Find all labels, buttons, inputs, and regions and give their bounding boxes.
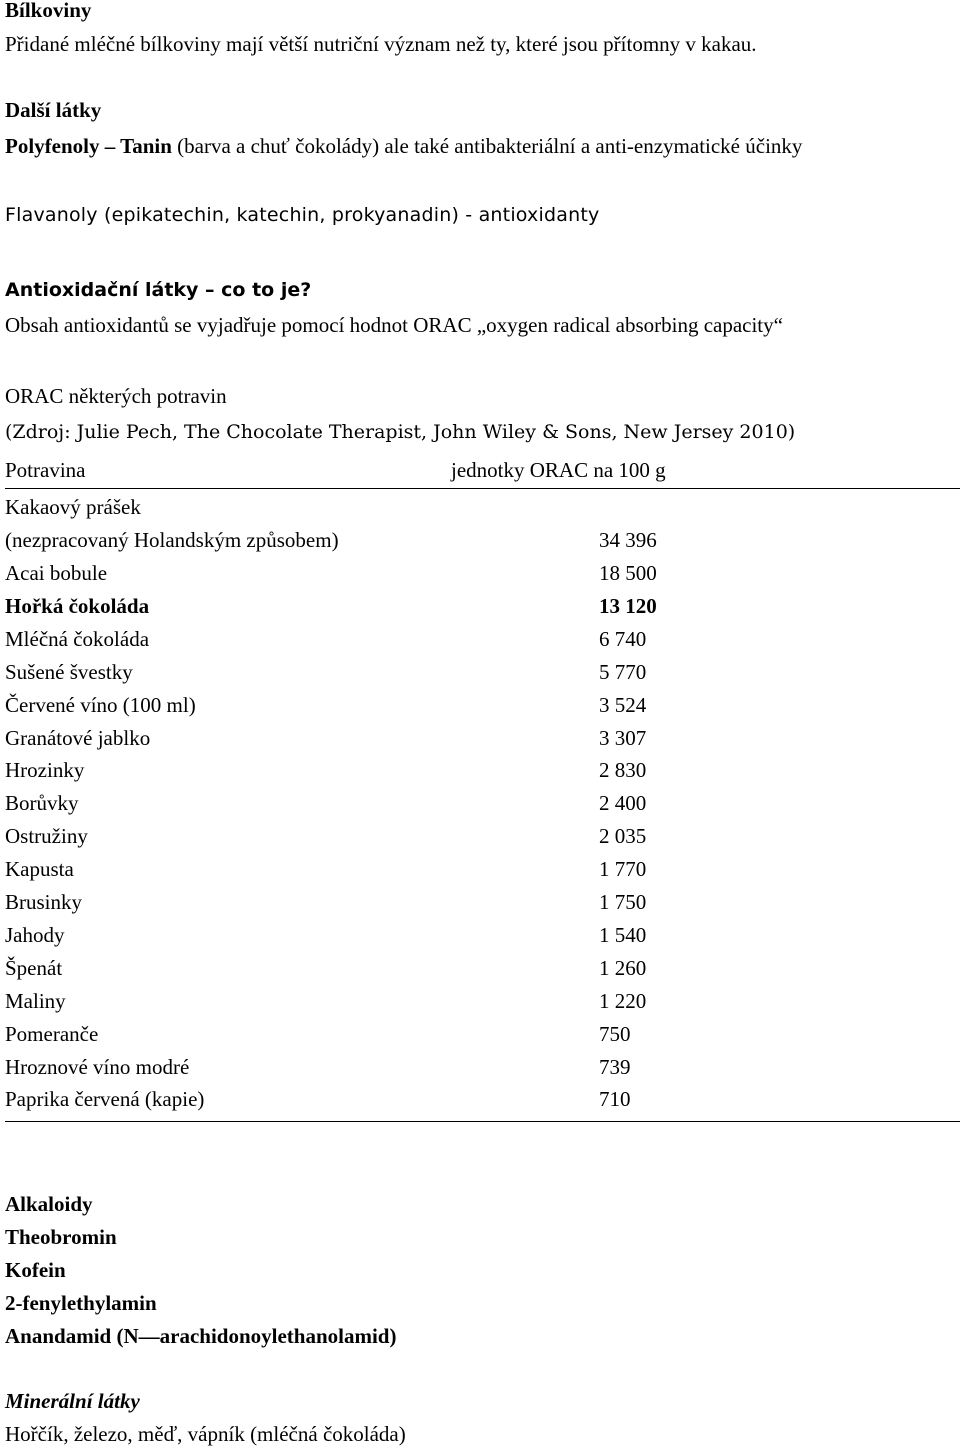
orac-value: 2 035 (599, 824, 647, 848)
alkaloids-heading: Alkaloidy (5, 1192, 93, 1216)
food-name: Špenát (5, 956, 63, 980)
food-name: Červené víno (100 ml) (5, 693, 196, 717)
table-row (5, 563, 955, 587)
food-name: Kapusta (5, 857, 74, 881)
first-row-food-line2: (nezpracovaný Holandským způsobem) (5, 528, 339, 552)
food-name: Granátové jablko (5, 726, 151, 750)
food-name: Hrozinky (5, 758, 85, 782)
proteins-heading: Bílkoviny (5, 0, 92, 22)
food-name: Pomeranče (5, 1022, 99, 1046)
first-row-value: 34 396 (599, 528, 657, 552)
food-name: Hořká čokoláda (5, 594, 150, 618)
table-row (5, 1057, 955, 1081)
orac-value: 739 (599, 1055, 631, 1079)
orac-value: 13 120 (599, 594, 657, 618)
orac-value: 1 750 (599, 890, 647, 914)
table-row (5, 892, 955, 916)
alkaloid-item: Theobromin (5, 1225, 117, 1249)
food-name: Paprika červená (kapie) (5, 1087, 205, 1111)
orac-source: (Zdroj: Julie Pech, The Chocolate Therapist, John Wiley & Sons, New Jersey 2010) (5, 421, 796, 443)
orac-value: 18 500 (599, 561, 657, 585)
table-row (5, 596, 955, 620)
orac-value: 5 770 (599, 660, 647, 684)
food-name: Borůvky (5, 791, 79, 815)
orac-value: 2 830 (599, 758, 647, 782)
table-header-rule (5, 488, 960, 489)
food-name: Acai bobule (5, 561, 108, 585)
polyphenols-line (5, 136, 802, 157)
alkaloid-item: Kofein (5, 1258, 66, 1282)
proteins-text: Přidané mléčné bílkoviny mají větší nutriční význam než ty, které jsou přítomny v kakau. (5, 32, 757, 56)
alkaloid-item: 2-fenylethylamin (5, 1291, 157, 1315)
table-row (5, 629, 955, 653)
table-row (5, 859, 955, 883)
table-row (5, 991, 955, 1015)
orac-value: 1 220 (599, 989, 647, 1013)
orac-heading: ORAC některých potravin (5, 384, 227, 408)
antioxidants-heading: Antioxidační látky – co to je? (5, 279, 312, 301)
other-substances-heading: Další látky (5, 98, 102, 122)
table-row (5, 530, 955, 554)
alkaloid-item: Anandamid (N—arachidonoylethanolamid) (5, 1324, 397, 1348)
orac-value: 1 260 (599, 956, 647, 980)
orac-value: 3 524 (599, 693, 647, 717)
minerals-heading: Minerální látky (5, 1389, 140, 1413)
food-name: Hroznové víno modré (5, 1055, 190, 1079)
table-row (5, 1089, 955, 1113)
orac-value: 2 400 (599, 791, 647, 815)
antioxidants-text: Obsah antioxidantů se vyjadřuje pomocí hodnot ORAC „oxygen radical absorbing capacity“ (5, 313, 783, 337)
table-row (5, 662, 955, 686)
table-row (5, 793, 955, 817)
orac-value: 750 (599, 1022, 631, 1046)
table-row (5, 695, 955, 719)
orac-value: 1 540 (599, 923, 647, 947)
table-row (5, 826, 955, 850)
food-name: Ostružiny (5, 824, 88, 848)
table-row (5, 925, 955, 949)
polyphenols-label: Polyfenoly – Tanin (5, 134, 172, 158)
food-name: Jahody (5, 923, 65, 947)
table-bottom-rule (5, 1121, 960, 1122)
food-name: Brusinky (5, 890, 83, 914)
orac-value: 710 (599, 1087, 631, 1111)
first-row-food-line1: Kakaový prášek (5, 495, 141, 519)
table-row (5, 728, 955, 752)
orac-table-header (5, 460, 955, 484)
polyphenols-text: (barva a chuť čokolády) ale také antibakteriální a anti-enzymatické účinky (171, 134, 803, 158)
orac-value: 1 770 (599, 857, 647, 881)
table-row (5, 760, 955, 784)
food-name: Maliny (5, 989, 66, 1013)
table-row (5, 1024, 955, 1048)
orac-value: 6 740 (599, 627, 647, 651)
food-name: Sušené švestky (5, 660, 133, 684)
table-row (5, 958, 955, 982)
minerals-text: Hořčík, železo, měď, vápník (mléčná čokoláda) (5, 1422, 406, 1446)
column-header-food: Potravina (5, 458, 86, 482)
column-header-unit: jednotky ORAC na 100 g (451, 458, 666, 482)
flavanols-line: Flavanoly (epikatechin, katechin, prokyanadin) - antioxidanty (5, 204, 600, 226)
food-name: Mléčná čokoláda (5, 627, 150, 651)
orac-value: 3 307 (599, 726, 647, 750)
